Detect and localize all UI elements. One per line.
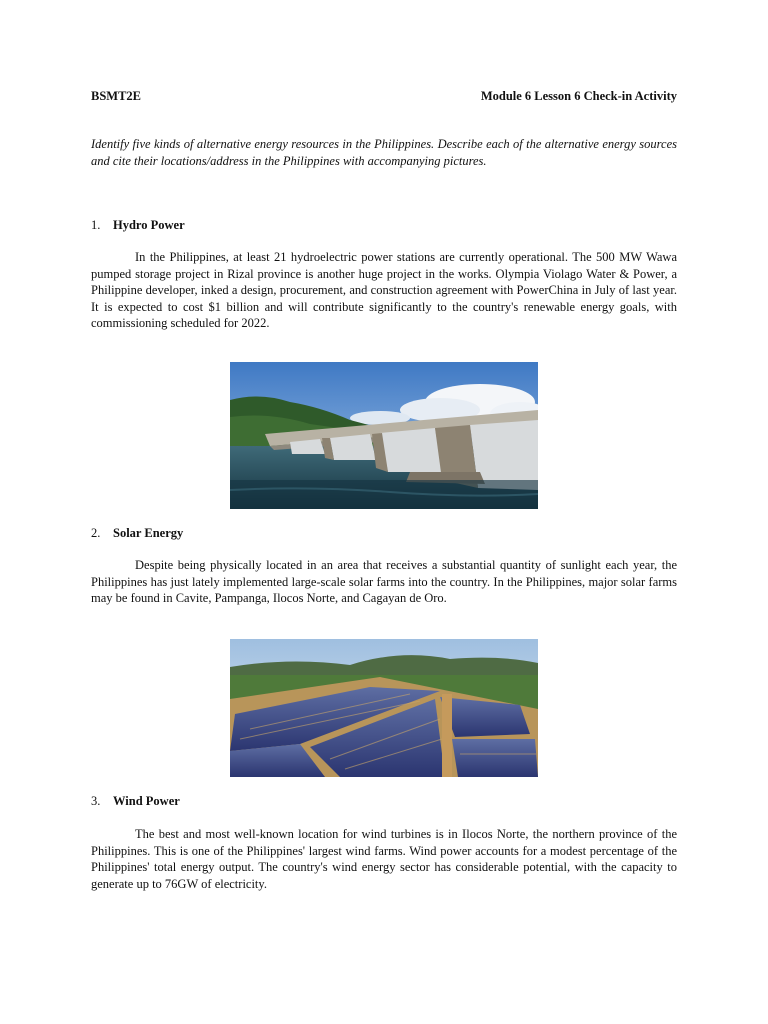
section-body-hydro-power: In the Philippines, at least 21 hydroelectric power stations are currently operational. The 500 MW Wawa pumped storage project in Rizal province is another huge project in the works. Olympia Violago Water & Power, a Philippine developer, inked a design, procurement, and construction agreement with PowerChina in July of last year. It is expected to cost $1 billion and will contribute significantly to the country's renewable energy goals, with commissioning scheduled for 2022.	[91, 250, 677, 331]
hydro-dam-photo	[230, 362, 538, 509]
instructions-text: Identify five kinds of alternative energy resources in the Philippines. Describe each of the alternative energy sources and cite their locations/address in the Philippines with accompanying pictures.	[91, 137, 677, 168]
section-number: 2.	[91, 526, 101, 540]
section-title: Solar Energy	[113, 526, 184, 540]
section-body-solar-energy: Despite being physically located in an area that receives a substantial quantity of sunlight each year, the Philippines has just lately implemented large-scale solar farms into the country. In the Philippines, major solar farms may be found in Cavite, Pampanga, Ilocos Norte, and Cagayan de Oro.	[91, 558, 677, 606]
solar-farm-photo	[230, 639, 538, 777]
section-title: Hydro Power	[113, 218, 185, 232]
activity-title: Module 6 Lesson 6 Check-in Activity	[480, 89, 677, 103]
course-code: BSMT2E	[91, 89, 142, 103]
section-heading-hydro-power	[91, 218, 185, 233]
section-title: Wind Power	[113, 794, 180, 808]
section-body-wind-power: The best and most well-known location for wind turbines is in Ilocos Norte, the northern province of the Philippines. This is one of the Philippines' largest wind farms. Wind power accounts for a modest percentage of the Philippines' total energy output. The country's wind energy sector has considerable potential, with the capacity to generate up to 76GW of electricity.	[91, 827, 677, 891]
section-number: 1.	[91, 218, 101, 232]
section-heading-solar-energy	[91, 526, 183, 541]
section-heading-wind-power	[91, 794, 180, 809]
section-number: 3.	[91, 794, 101, 808]
